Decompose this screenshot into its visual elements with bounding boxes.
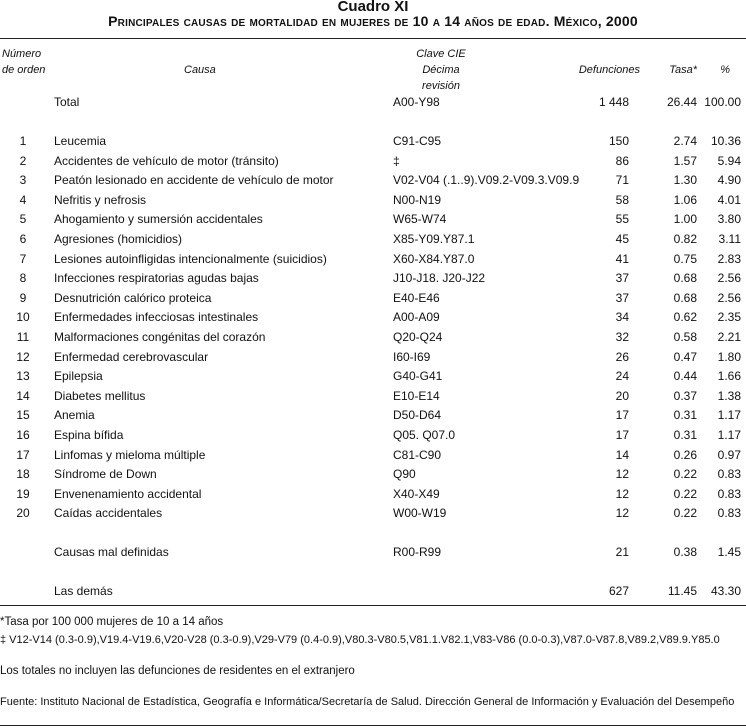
cell-tasa: 0.26 (673, 447, 697, 462)
cell-tasa: 0.37 (673, 388, 697, 403)
cell-clave: Q90 (393, 467, 416, 482)
header-defunciones: Defunciones (578, 64, 640, 76)
cell-clave: J10-J18. J20-J22 (393, 271, 486, 286)
cell-defunciones: 55 (615, 212, 629, 227)
mal-definidas-row (0, 543, 746, 562)
cell-defunciones: 45 (615, 232, 629, 246)
table-subtitle: Principales causas de mortalidad en mujeres de 10 a 14 años de edad. México, 2000 (108, 13, 638, 29)
cell-pct: 0.83 (717, 467, 741, 482)
cell-tasa: 0.68 (673, 271, 697, 286)
cell-causa: Infecciones respiratorias agudas bajas (54, 271, 259, 286)
total-defunciones: 1 448 (598, 95, 629, 109)
table-row (0, 387, 746, 406)
cell-tasa: 0.82 (673, 232, 697, 246)
cell-causa: Diabetes mellitus (54, 388, 146, 403)
cell-tasa: 0.31 (673, 408, 697, 423)
cell-clave: Q05. Q07.0 (393, 428, 456, 442)
cell-num: 11 (16, 330, 30, 344)
cell-causa: Enfermedades infecciosas intestinales (54, 310, 259, 325)
cell-num: 2 (19, 153, 27, 168)
las-demas-pct: 43.30 (710, 584, 741, 598)
bottom-rule (0, 605, 746, 606)
cell-causa: Anemia (54, 408, 95, 423)
cell-pct: 1.80 (717, 349, 741, 364)
table-row (0, 269, 746, 288)
cell-num: 3 (19, 173, 27, 188)
cell-num: 17 (16, 447, 30, 462)
cell-causa: Malformaciones congénitas del corazón (54, 330, 266, 344)
cell-tasa: 0.62 (673, 310, 697, 325)
table-title: Cuadro XI (337, 0, 409, 15)
cell-causa: Espina bífida (54, 428, 124, 442)
table-row (0, 132, 746, 151)
cell-tasa: 0.31 (673, 428, 697, 442)
table-row (0, 210, 746, 229)
total-clave: A00-Y98 (393, 95, 440, 109)
table-row (0, 426, 746, 445)
cell-defunciones: 12 (615, 467, 629, 482)
cell-num: 4 (19, 192, 27, 207)
table-row (0, 446, 746, 465)
cell-pct: 10.36 (710, 134, 741, 148)
table-row (0, 328, 746, 347)
cell-tasa: 0.22 (673, 486, 697, 501)
cell-defunciones: 12 (615, 486, 629, 501)
cell-clave: C91-C95 (393, 134, 442, 148)
cell-clave: E40-E46 (393, 290, 440, 305)
header-numero: Número de orden (2, 48, 46, 76)
cell-defunciones: 24 (615, 369, 629, 384)
las-demas-causa: Las demás (54, 584, 113, 598)
cell-pct: 2.56 (717, 271, 741, 286)
cell-clave: V02-V04 (.1..9).V09.2-V09.3.V09.9 (393, 173, 580, 188)
cell-num: 16 (16, 428, 30, 442)
cell-num: 12 (16, 349, 30, 364)
cell-causa: Caídas accidentales (54, 506, 163, 521)
cell-pct: 1.66 (717, 369, 741, 384)
cell-defunciones: 26 (615, 349, 629, 364)
header-clave: Clave CIE Décima revisión (416, 48, 466, 92)
cell-clave: X40-X49 (393, 486, 440, 501)
cell-num: 19 (16, 486, 30, 501)
las-demas-tasa: 11.45 (667, 584, 697, 598)
total-tasa: 26.44 (666, 95, 697, 109)
cell-causa: Ahogamiento y sumersión accidentales (54, 212, 263, 227)
cell-defunciones: 17 (615, 408, 629, 423)
total-row (0, 93, 746, 112)
footer-rule (0, 725, 746, 726)
cell-tasa: 2.74 (673, 134, 697, 148)
cell-defunciones: 20 (615, 388, 629, 403)
cell-defunciones: 17 (615, 428, 629, 442)
cell-tasa: 1.30 (673, 173, 697, 188)
footnote-totales: Los totales no incluyen las defunciones de residentes en el extranjero (0, 665, 355, 677)
cell-defunciones: 71 (615, 173, 629, 188)
cell-tasa: 0.58 (673, 330, 697, 344)
table-row (0, 485, 746, 504)
cell-defunciones: 12 (615, 506, 629, 521)
cell-tasa: 1.06 (673, 192, 697, 207)
cell-num: 14 (16, 388, 30, 403)
cell-defunciones: 32 (615, 330, 629, 344)
cell-pct: 2.56 (717, 290, 741, 305)
total-causa: Total (54, 95, 80, 109)
cell-causa: Peatón lesionado en accidente de vehículo de motor (54, 173, 334, 188)
header-tasa: Tasa* (669, 64, 697, 76)
table-row (0, 230, 746, 249)
footnote-tasa: *Tasa por 100 000 mujeres de 10 a 14 años (0, 616, 224, 628)
cell-causa: Nefritis y nefrosis (54, 192, 147, 207)
cell-pct: 1.17 (717, 408, 741, 423)
cell-clave: C81-C90 (393, 447, 442, 462)
cell-causa: Leucemia (54, 134, 107, 148)
cell-pct: 2.35 (717, 310, 741, 325)
cell-defunciones: 37 (615, 290, 629, 305)
cell-pct: 4.90 (717, 173, 741, 188)
table-row (0, 191, 746, 210)
cell-clave: ‡ (393, 153, 400, 168)
cell-num: 15 (16, 408, 30, 423)
mal-definidas-causa: Causas mal definidas (54, 545, 169, 559)
table-row (0, 465, 746, 484)
cell-clave: D50-D64 (393, 408, 442, 423)
cell-defunciones: 150 (608, 134, 629, 148)
cell-defunciones: 41 (615, 251, 629, 266)
cell-pct: 0.83 (717, 506, 741, 521)
cell-causa: Envenenamiento accidental (54, 486, 202, 501)
cell-clave: I60-I69 (393, 349, 431, 364)
table-row (0, 348, 746, 367)
cell-num: 18 (16, 467, 30, 482)
cell-num: 20 (16, 506, 30, 521)
table-row (0, 406, 746, 425)
cell-defunciones: 86 (615, 153, 629, 168)
cell-num: 5 (19, 212, 27, 227)
cell-num: 10 (16, 310, 30, 325)
footnote-dagger: ‡ V12-V14 (0.3-0.9),V19.4-V19.6,V20-V28 (0.3-0.9),V29-V79 (0.4-0.9),V80.3-V80.5,V81.1.V82.1,V83-V86 (0.0-0.3),V87.0-V87.8,V89.2,V89.9.Y85.0 (0, 634, 720, 646)
table-row (0, 152, 746, 171)
cell-num: 6 (19, 232, 27, 246)
cell-tasa: 0.75 (673, 251, 697, 266)
table-row (0, 308, 746, 327)
cell-num: 8 (19, 271, 27, 286)
cell-causa: Accidentes de vehículo de motor (tránsito) (54, 153, 279, 168)
cell-pct: 1.38 (717, 388, 741, 403)
cell-num: 1 (19, 134, 27, 148)
cell-pct: 3.11 (718, 232, 741, 246)
cell-causa: Enfermedad cerebrovascular (54, 349, 209, 364)
mal-definidas-clave: R00-R99 (393, 545, 442, 559)
cell-clave: W65-W74 (393, 212, 447, 227)
cell-pct: 4.01 (717, 192, 741, 207)
las-demas-row (0, 582, 746, 601)
cell-causa: Síndrome de Down (54, 467, 157, 482)
cell-num: 7 (19, 251, 27, 266)
cell-pct: 0.97 (717, 447, 741, 462)
cell-clave: Q20-Q24 (393, 330, 443, 344)
cell-tasa: 0.68 (673, 290, 697, 305)
cell-tasa: 0.47 (673, 349, 697, 364)
mal-definidas-pct: 1.45 (717, 545, 741, 559)
cell-clave: X60-X84.Y87.0 (393, 251, 475, 266)
cell-causa: Epilepsia (54, 369, 103, 384)
cell-tasa: 0.22 (673, 506, 697, 521)
header-pct: % (720, 64, 730, 76)
table-row (0, 504, 746, 523)
cell-clave: E10-E14 (393, 388, 440, 403)
cell-pct: 0.83 (717, 486, 741, 501)
cell-pct: 2.21 (717, 330, 741, 344)
cell-causa: Linfomas y mieloma múltiple (54, 447, 206, 462)
cell-defunciones: 14 (615, 447, 629, 462)
table-row (0, 289, 746, 308)
cell-pct: 3.80 (717, 212, 741, 227)
cell-defunciones: 58 (615, 192, 629, 207)
table-row (0, 367, 746, 386)
table-row (0, 250, 746, 269)
top-rule (0, 38, 746, 39)
cell-causa: Lesiones autoinfligidas intencionalmente (suicidios) (54, 251, 327, 266)
cell-clave: N00-N19 (393, 192, 442, 207)
cell-tasa: 1.57 (673, 153, 697, 168)
cell-num: 13 (16, 369, 30, 384)
cell-defunciones: 37 (615, 271, 629, 286)
cell-clave: G40-G41 (393, 369, 443, 384)
cell-pct: 2.83 (717, 251, 741, 266)
header-causa: Causa (184, 64, 216, 76)
cell-clave: W00-W19 (393, 506, 447, 521)
mal-definidas-defunciones: 21 (615, 545, 629, 559)
table-row (0, 171, 746, 190)
las-demas-defunciones: 627 (608, 584, 629, 598)
cell-clave: X85-Y09.Y87.1 (393, 232, 475, 246)
cell-tasa: 0.44 (673, 369, 697, 384)
cell-pct: 5.94 (717, 153, 741, 168)
cell-tasa: 1.00 (673, 212, 697, 227)
mal-definidas-tasa: 0.38 (673, 545, 697, 559)
cell-defunciones: 34 (615, 310, 629, 325)
footnote-fuente: Fuente: Instituto Nacional de Estadística, Geografía e Informática/Secretaría de Salud. Dirección General de Información y Evaluación del Desempeño (0, 696, 735, 708)
cell-causa: Desnutrición calórico proteica (54, 290, 212, 305)
cell-pct: 1.17 (717, 428, 741, 442)
total-pct: 100.00 (704, 95, 741, 109)
cell-clave: A00-A09 (393, 310, 440, 325)
cell-num: 9 (19, 290, 27, 305)
cell-causa: Agresiones (homicidios) (54, 232, 183, 246)
cell-tasa: 0.22 (673, 467, 697, 482)
